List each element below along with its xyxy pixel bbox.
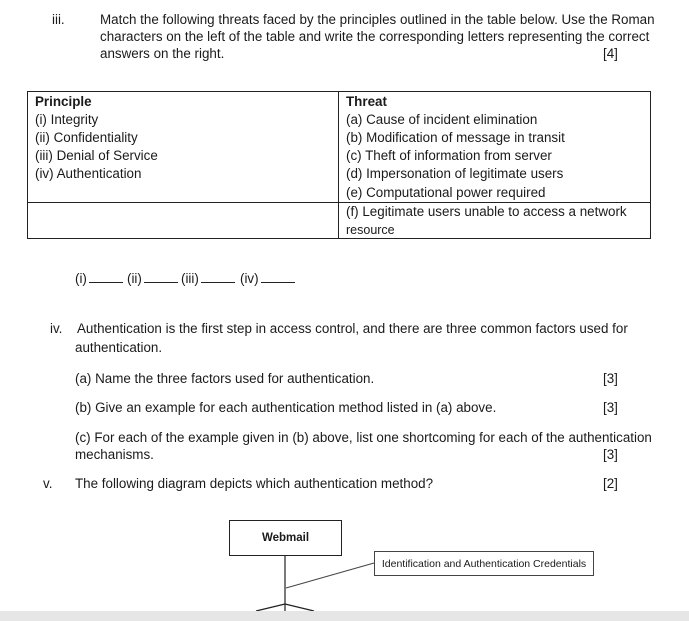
question-v-text: The following diagram depicts which authentication method? (75, 476, 434, 491)
question-iv-text-line2: authentication. (75, 340, 163, 355)
bottom-toolbar-strip (0, 611, 689, 621)
threat-item-continued: resource (346, 223, 395, 237)
answer-label: (iv) (240, 271, 259, 286)
question-iv-part-b-marks: [3] (603, 400, 618, 415)
branch-left (256, 604, 285, 611)
threat-header: Threat (346, 94, 387, 109)
principle-item: (ii) Confidentiality (35, 130, 138, 145)
credentials-label: Identification and Authentication Credentials (381, 557, 587, 570)
question-v-marks: [2] (603, 476, 618, 491)
webmail-label: Webmail (261, 532, 310, 544)
threat-item: (c) Theft of information from server (346, 148, 552, 163)
principle-item: (iii) Denial of Service (35, 148, 158, 163)
threat-item: (a) Cause of incident elimination (346, 112, 538, 127)
threat-item: (e) Computational power required (346, 185, 546, 200)
question-number-v: v. (43, 476, 53, 491)
threat-item: (f) Legitimate users unable to access a network (346, 204, 627, 219)
question-iv-part-c-marks: [3] (603, 447, 618, 462)
question-number-iv: iv. (50, 321, 63, 336)
principle-item: (iv) Authentication (35, 166, 142, 181)
question-iv-text-line1: Authentication is the first step in access control, and there are three common factors used for (77, 321, 628, 336)
question-iii-marks: [4] (603, 46, 618, 61)
principle-item: (i) Integrity (35, 112, 99, 127)
answer-label: (i) (75, 271, 87, 286)
answer-label: (ii) (127, 271, 142, 286)
threat-item: (b) Modification of message in transit (346, 130, 565, 145)
question-iv-part-c-line1: (c) For each of the example given in (b) above, list one shortcoming for each of the authentication (75, 430, 652, 445)
answer-label: (iii) (181, 271, 199, 286)
threat-item: (d) Impersonation of legitimate users (346, 166, 564, 181)
credentials-pointer (286, 563, 374, 588)
question-iii-text-line3: answers on the right. (100, 46, 225, 61)
question-iv-part-b: (b) Give an example for each authentication method listed in (a) above. (75, 400, 497, 415)
question-iv-part-a-marks: [3] (603, 371, 618, 386)
question-iv-part-c-line2: mechanisms. (75, 447, 154, 462)
question-iv-part-a: (a) Name the three factors used for authentication. (75, 371, 375, 386)
question-iii-text-line2: characters on the left of the table and write the corresponding letters representing the correct (100, 29, 650, 44)
principle-header: Principle (35, 94, 92, 109)
branch-right (285, 604, 314, 611)
question-iii-text-line1: Match the following threats faced by the principles outlined in the table below. Use the Roman (100, 12, 655, 27)
question-number-iii: iii. (52, 12, 65, 27)
